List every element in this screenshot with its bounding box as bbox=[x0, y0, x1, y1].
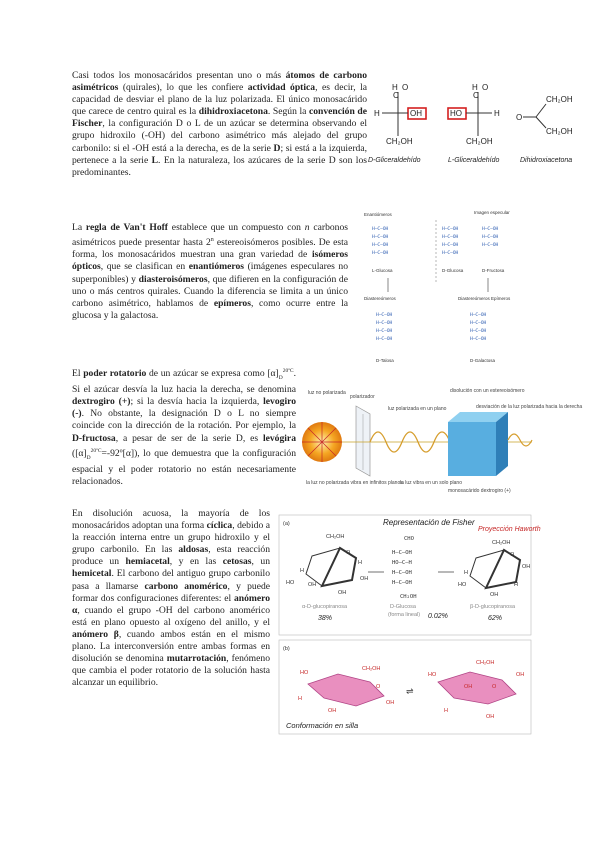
carbon-label: C bbox=[473, 91, 479, 100]
svg-text:H: H bbox=[464, 570, 468, 576]
svg-text:H–C–OH: H–C–OH bbox=[482, 235, 499, 240]
svg-text:H: H bbox=[514, 582, 518, 588]
svg-text:H–C–OH: H–C–OH bbox=[376, 321, 393, 326]
figure-glyceraldehyde bbox=[368, 78, 588, 170]
mirror-label: Imagen especular bbox=[474, 210, 510, 215]
svg-text:OH: OH bbox=[360, 576, 369, 582]
polarizer-label: polarizador bbox=[350, 394, 375, 400]
svg-text:H–C–OH: H–C–OH bbox=[470, 321, 487, 326]
cube-front bbox=[448, 422, 496, 476]
enantiomers-label: Enantiómeros bbox=[364, 212, 392, 217]
svg-text:H: H bbox=[300, 568, 304, 574]
hydroxyl-label: OH bbox=[410, 109, 422, 118]
dihydroxyacetone-label: Dihidroxiacetona bbox=[520, 157, 573, 164]
deviation-label: desviación de la luz polarizada hacia la derecha bbox=[476, 404, 583, 410]
svg-text:CH₂OH: CH₂OH bbox=[362, 666, 381, 672]
cube-side bbox=[496, 412, 508, 476]
svg-text:H–C–OH: H–C–OH bbox=[392, 580, 412, 586]
paragraph-cyclization: En disolución acuosa, la mayoría de los monosacáridos adoptan una forma cíclica, debido a la reacción interna entre un grupo hidroxilo y el grupo carbonilo. En las aldosas, esta reacción produce un hemiacetal, y en las cetosas, un hemicetal. El carbono del antiguo grupo carbonilo pasa a llamarse carbono anomérico, y puede formar dos configuraciones diferentes: el anómero α, cuando el grupo -OH del carbono anomérico está en plano opuesto al oxígeno del anillo, y el anómero β, cuando ambos están en el mismo plano. La interconversión entre ambas formas en disolución se denomina mutarrotación, fenómeno que cambia el poder rotatorio de la solución hasta alcanzar un equilibrio. bbox=[72, 508, 271, 689]
epimers-label: Diastereómeros Epímeros bbox=[458, 296, 511, 301]
single-plane-label: la luz vibra en un solo plano bbox=[400, 480, 462, 486]
l-glyceraldehyde-label: L-Gliceraldehído bbox=[448, 157, 500, 164]
svg-text:OH: OH bbox=[464, 684, 473, 690]
svg-text:H: H bbox=[358, 560, 362, 566]
svg-text:H–C–OH: H–C–OH bbox=[372, 235, 389, 240]
panel-a-label: (a) bbox=[283, 521, 290, 527]
svg-text:H–C–OH: H–C–OH bbox=[376, 313, 393, 318]
svg-text:OH: OH bbox=[386, 700, 395, 706]
svg-text:H–C–OH: H–C–OH bbox=[376, 337, 393, 342]
svg-text:H–C–OH: H–C–OH bbox=[482, 243, 499, 248]
svg-text:HO: HO bbox=[458, 582, 467, 588]
svg-text:OH: OH bbox=[308, 582, 317, 588]
svg-text:OH: OH bbox=[328, 708, 337, 714]
solution-label: disolución con un estereoisómero bbox=[450, 388, 525, 394]
svg-text:H–C–OH: H–C–OH bbox=[442, 227, 459, 232]
svg-text:OH: OH bbox=[516, 672, 525, 678]
svg-text:H–C–OH: H–C–OH bbox=[376, 329, 393, 334]
svg-text:H–C–OH: H–C–OH bbox=[372, 243, 389, 248]
svg-text:H: H bbox=[298, 696, 302, 702]
svg-text:H–C–OH: H–C–OH bbox=[470, 313, 487, 318]
figure-isomers bbox=[358, 206, 530, 378]
svg-text:CH₂OH: CH₂OH bbox=[400, 594, 417, 600]
svg-text:H: H bbox=[444, 708, 448, 714]
svg-text:HO–C–H: HO–C–H bbox=[392, 560, 412, 566]
svg-text:OH: OH bbox=[490, 592, 499, 598]
svg-text:O: O bbox=[510, 552, 515, 558]
ch2oh-label: CH₂OH bbox=[386, 137, 413, 146]
ch2oh-label: CH₂OH bbox=[546, 127, 573, 136]
svg-text:H–C–OH: H–C–OH bbox=[372, 227, 389, 232]
unpolarized-label: luz no polarizada bbox=[308, 390, 346, 396]
svg-text:CHO: CHO bbox=[404, 536, 414, 542]
svg-text:H–C–OH: H–C–OH bbox=[392, 550, 412, 556]
infinite-planes-label: la luz no polarizada vibra en infinitos planos bbox=[306, 480, 403, 486]
aldehyde-o: O bbox=[482, 83, 489, 92]
svg-text:H–C–OH: H–C–OH bbox=[470, 329, 487, 334]
svg-text:HO: HO bbox=[428, 672, 437, 678]
paragraph-optical-rotation: El poder rotatorio de un azúcar se expresa como $[\alpha]_D^{20ºC}$. Si el azúcar desvía la luz hacia la derecha, se denomina dextrogiro (+); si la desvía hacia la izquierda, levogiro (-). No obstante, la designación D o L no siempre coincide con la dirección de la rotación. Por ejemplo, la D-fructosa, a pesar de ser de la serie D, es levógira $([\alpha]_D^{20ºC}=-92º[\alpha])$, lo que demuestra que la configuración espacial y el poder rotatorio no están necesariamente relacionados. bbox=[72, 368, 296, 487]
d-glyceraldehyde-label: D-Gliceraldehído bbox=[368, 157, 421, 164]
ch2oh-label: CH₂OH bbox=[546, 95, 573, 104]
diastereomers-label: Diastereómeros bbox=[364, 296, 396, 301]
ketone-o: O bbox=[516, 113, 523, 122]
fischer-title: Representación de Fisher bbox=[383, 518, 475, 527]
svg-text:O: O bbox=[376, 684, 381, 690]
svg-text:OH: OH bbox=[486, 714, 495, 720]
linear-name: D-Glucosa bbox=[390, 604, 416, 610]
chair-title: Conformación en silla bbox=[286, 721, 359, 730]
svg-text:CH₂OH: CH₂OH bbox=[492, 540, 511, 546]
paragraph-vant-hoff: La regla de Van't Hoff establece que un compuesto con n carbonos asimétricos puede presentar hasta 2$^n$ estereoisómeros posibles. De esta forma, los monosacáridos muestran una gran variedad de isómeros ópticos, que se clasifican en enantiómeros (imágenes especulares no superponibles) y diasteroisómeros, que difieren en la configuración de uno o más centros quirales. Cuando la diferencia se limita a un único carbono asimétrico, hablamos de epímeros, como ocurre entre la glucosa y la galactosa. bbox=[72, 222, 349, 321]
svg-text:HO: HO bbox=[300, 670, 309, 676]
paragraph-optical-activity: Casi todos los monosacáridos presentan uno o más átomos de carbono asimétricos (quirales), lo que les confiere actividad óptica, es decir, la capacidad de desviar el plano de la luz polarizada. El único monosacárido que carece de centro quiral es la dihidroxiacetona. Según la convención de Fischer, la configuración D o L de un azúcar se determina observando el grupo hidroxilo (-OH) del carbono asimétrico más alejado del grupo carbonilo: si el -OH está a la derecha, es de la serie D; si está a la izquierda, pertenece a la serie L. En la naturaleza, los azúcares de la serie D son los predominantes. bbox=[72, 70, 367, 178]
polarized-label: luz polarizada en un plano bbox=[388, 406, 447, 412]
hydrogen-label: H bbox=[374, 109, 380, 118]
svg-text:H–C–OH: H–C–OH bbox=[392, 570, 412, 576]
svg-text:H–C–OH: H–C–OH bbox=[372, 251, 389, 256]
svg-text:H–C–OH: H–C–OH bbox=[442, 251, 459, 256]
panel-b-label: (b) bbox=[283, 646, 290, 652]
svg-text:OH: OH bbox=[338, 590, 347, 596]
monosaccharide-label: monosacárido dextrogiro (+) bbox=[448, 488, 511, 494]
hydroxyl-label: HO bbox=[450, 109, 462, 118]
svg-text:O: O bbox=[346, 550, 351, 556]
alpha-percent: 38% bbox=[318, 615, 333, 622]
haworth-title: Proyección Haworth bbox=[478, 526, 541, 533]
svg-text:H–C–OH: H–C–OH bbox=[442, 243, 459, 248]
linear-percent: 0.02% bbox=[428, 613, 448, 620]
beta-percent: 62% bbox=[488, 615, 503, 622]
d-talose-label: D-Talosa bbox=[376, 358, 394, 363]
svg-text:CH₂OH: CH₂OH bbox=[476, 660, 495, 666]
aldehyde-o: O bbox=[402, 83, 409, 92]
d-glucose-label: D-Glucosa bbox=[442, 268, 464, 273]
linear-form: (forma lineal) bbox=[388, 612, 421, 618]
carbon-label: H bbox=[472, 83, 478, 92]
d-fructose-label: D-Fructosa bbox=[482, 268, 505, 273]
carbon-label: H bbox=[392, 83, 398, 92]
figure-haworth-chair bbox=[278, 514, 541, 736]
carbon-label: C bbox=[393, 91, 399, 100]
svg-text:H–C–OH: H–C–OH bbox=[470, 337, 487, 342]
svg-text:CH₂OH: CH₂OH bbox=[326, 534, 345, 540]
figure-polarimeter bbox=[298, 384, 583, 500]
svg-text:OH: OH bbox=[522, 564, 531, 570]
svg-text:H–C–OH: H–C–OH bbox=[482, 227, 499, 232]
svg-text:HO: HO bbox=[286, 580, 295, 586]
l-glucose-label: L-Glucosa bbox=[372, 268, 393, 273]
svg-text:H–C–OH: H–C–OH bbox=[442, 235, 459, 240]
d-galactose-label: D-Galactosa bbox=[470, 358, 496, 363]
alpha-name: α-D-glucopiranosa bbox=[302, 604, 348, 610]
svg-text:⇌: ⇌ bbox=[406, 686, 414, 696]
ch2oh-label: CH₂OH bbox=[466, 137, 493, 146]
svg-text:O: O bbox=[492, 684, 497, 690]
beta-name: β-D-glucopiranosa bbox=[470, 604, 516, 610]
hydrogen-label: H bbox=[494, 109, 500, 118]
